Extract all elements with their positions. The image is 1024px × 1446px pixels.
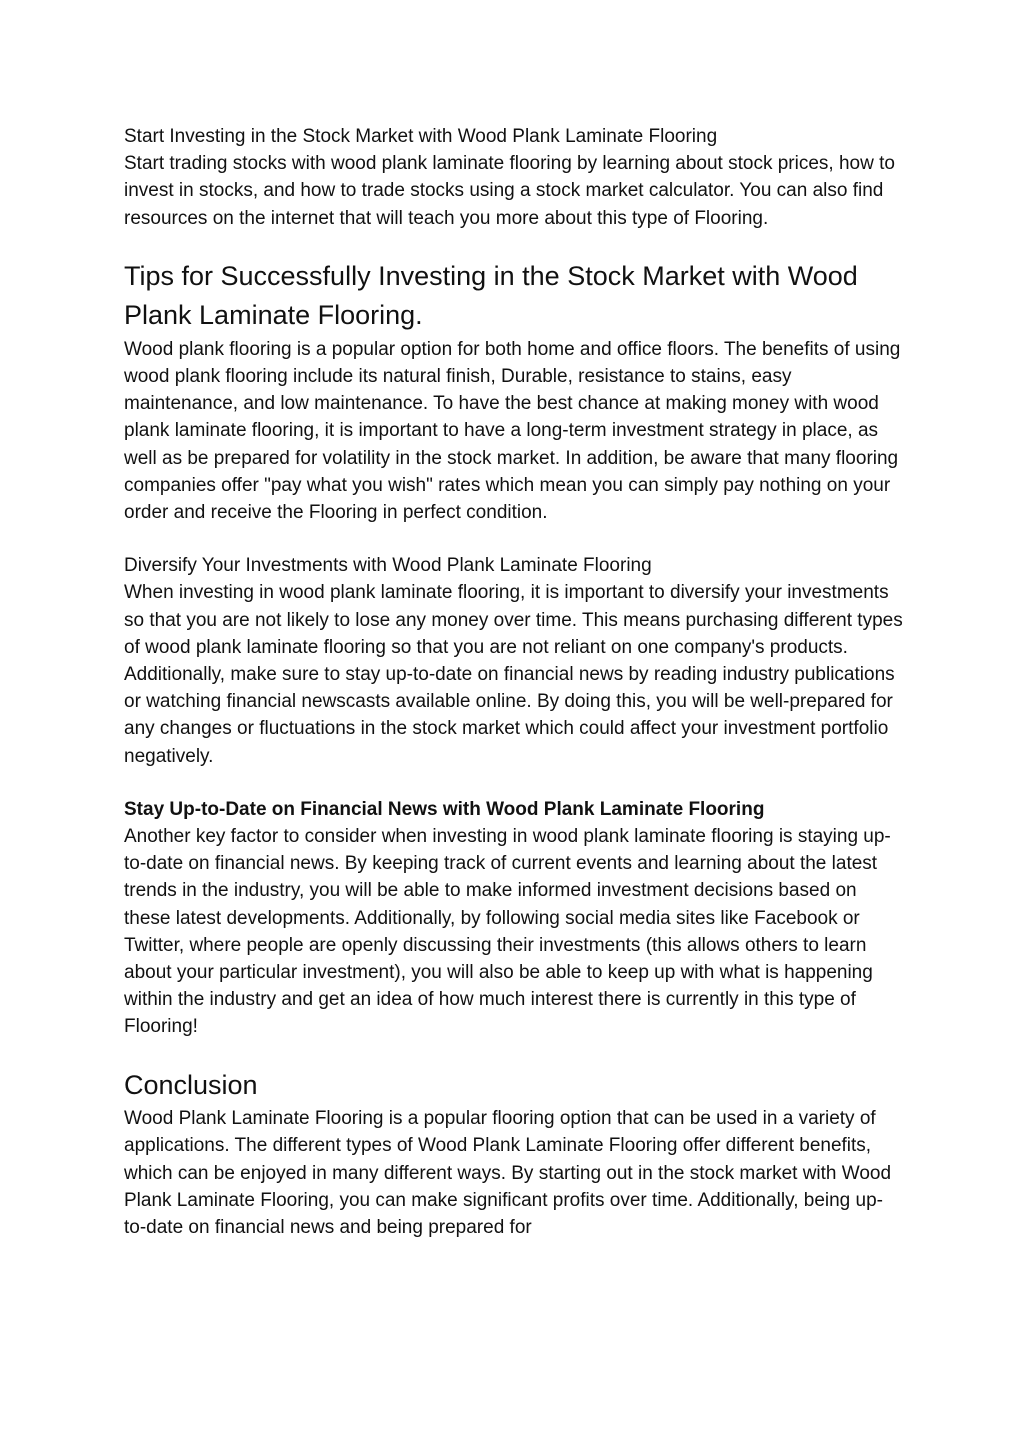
section-diversify	[124, 552, 904, 770]
paragraph-diversify: When investing in wood plank laminate flooring, it is important to diversify your investments so that you are not likely to lose any money over time. This means purchasing different types of wood plank laminate flooring so that you are not reliant on one company's products. Additionally, make sure to stay up-to-date on financial news by reading industry publications or watching financial newscasts available online. By doing this, you will be well-prepared for any changes or fluctuations in the stock market which could affect your investment portfolio negatively.	[124, 582, 903, 767]
section-title-start-investing: Start Investing in the Stock Market with Wood Plank Laminate Flooring	[124, 126, 718, 147]
paragraph-stay-up-to-date: Another key factor to consider when investing in wood plank laminate flooring is staying up-to-date on financial news. By keeping track of current events and learning about the latest trends in the industry, you will be able to make informed investment decisions based on these latest developments. Additionally, by following social media sites like Facebook or Twitter, where people are openly discussing their investments (this allows others to learn about your particular investment), you will also be able to keep up with what is happening within the industry and get an idea of how much interest there is currently in this type of Flooring!	[124, 826, 891, 1038]
paragraph-conclusion: Wood Plank Laminate Flooring is a popular flooring option that can be used in a variety of applications. The different types of Wood Plank Laminate Flooring offer different benefits, which can be enjoyed in many different ways. By starting out in the stock market with Wood Plank Laminate Flooring, you can make significant profits over time. Additionally, being up-to-date on financial news and being prepared for	[124, 1108, 892, 1238]
section-conclusion	[124, 1066, 904, 1242]
heading-tips: Tips for Successfully Investing in the Stock Market with Wood Plank Laminate Flooring.	[124, 260, 858, 331]
section-tips	[124, 257, 904, 526]
document-page	[124, 123, 904, 1241]
section-start-investing	[124, 123, 904, 232]
section-title-stay-up-to-date: Stay Up-to-Date on Financial News with Wood Plank Laminate Flooring	[124, 798, 765, 820]
paragraph-start-investing: Start trading stocks with wood plank laminate flooring by learning about stock prices, how to invest in stocks, and how to trade stocks using a stock market calculator. You can also find resources on the internet that will teach you more about this type of Flooring.	[124, 153, 895, 229]
section-stay-up-to-date	[124, 796, 904, 1041]
heading-conclusion: Conclusion	[124, 1069, 258, 1100]
section-title-diversify: Diversify Your Investments with Wood Plank Laminate Flooring	[124, 555, 652, 577]
paragraph-tips: Wood plank flooring is a popular option for both home and office floors. The benefits of using wood plank flooring include its natural finish, Durable, resistance to stains, easy maintenance, and low maintenance. To have the best chance at making money with wood plank laminate flooring, it is important to have a long-term investment strategy in place, as well as be prepared for volatility in the stock market. In addition, be aware that many flooring companies offer "pay what you wish" rates which mean you can simply pay nothing on your order and receive the Flooring in perfect condition.	[124, 338, 901, 524]
